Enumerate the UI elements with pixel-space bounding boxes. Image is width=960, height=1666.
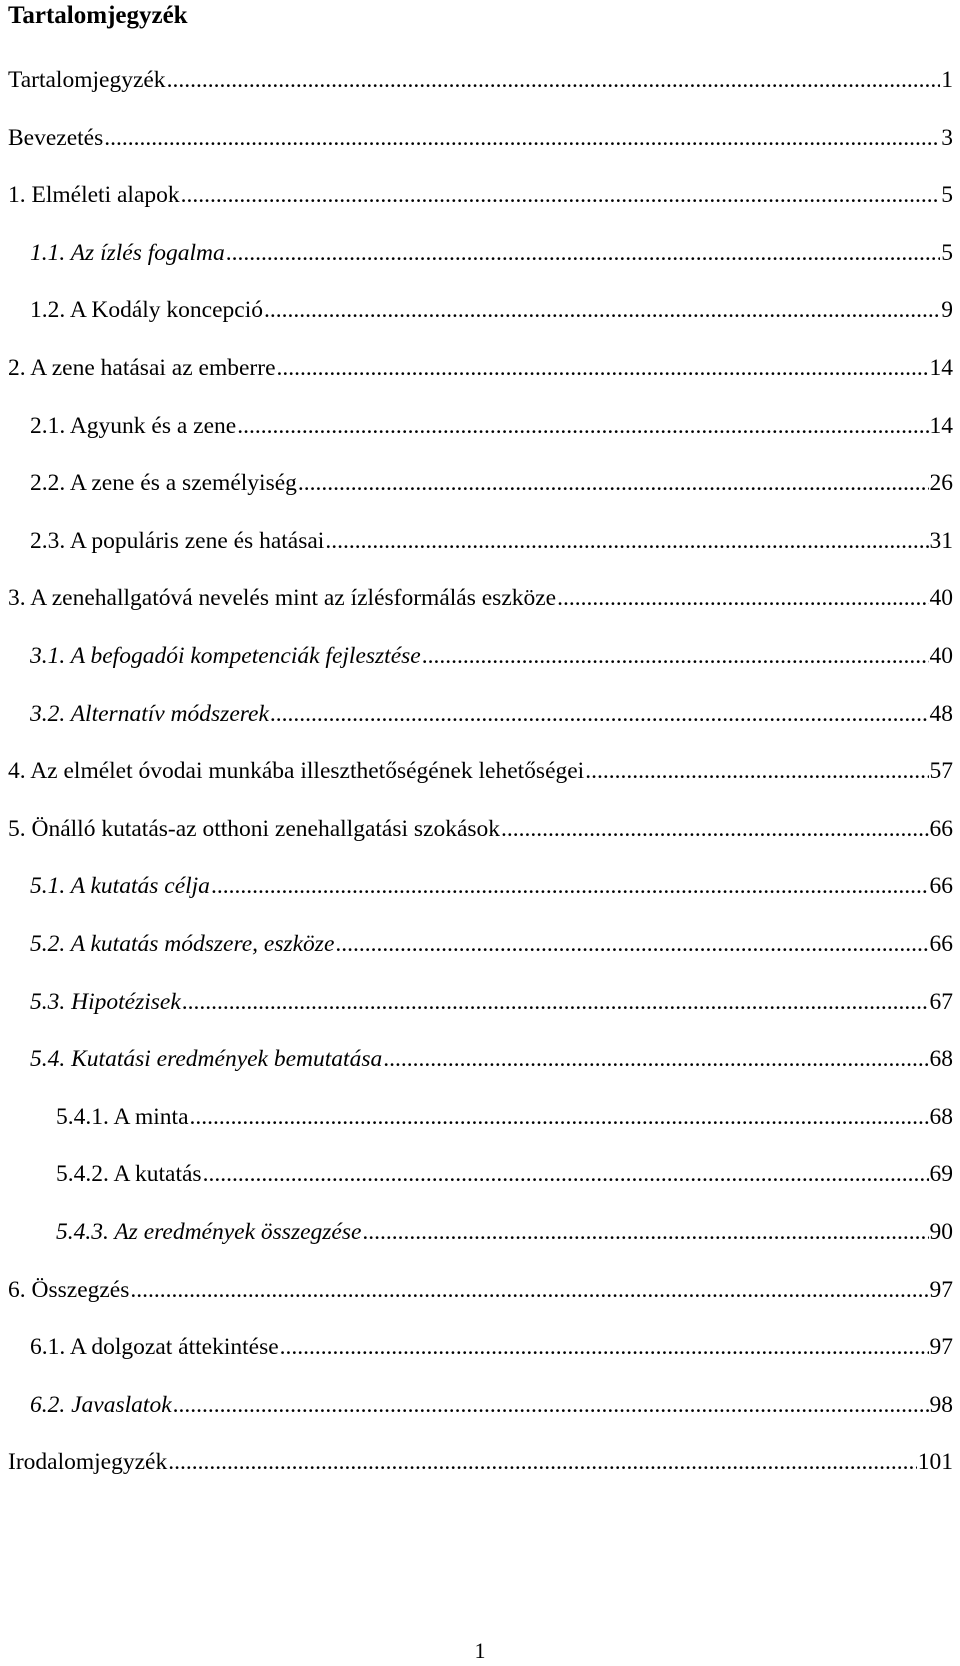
toc-entry-title: Bevezetés [8,124,104,151]
dot-leader [335,930,928,958]
dot-leader [362,1218,928,1246]
dot-leader [173,1391,929,1419]
toc-entry-page: 3 [941,124,953,151]
toc-entry-title: 2.1. Agyunk és a zene [30,412,237,439]
toc-entry-page: 40 [929,643,953,669]
dot-leader [226,239,940,267]
toc-entry-page: 68 [929,1103,953,1130]
toc-entry-title: 1. Elméleti alapok [8,182,180,209]
toc-entry-page: 66 [929,815,953,842]
toc-entry-title: 3.1. A befogadói kompetenciák fejlesztése [30,643,421,669]
toc-entry-page: 101 [917,1449,953,1476]
toc-entry-title: 6. Összegzés [8,1276,130,1303]
toc-entry[interactable] [56,1103,953,1131]
toc-entry-title: 2. A zene hatásai az emberre [8,355,276,381]
toc-entry-title: 3. A zenehallgatóvá nevelés mint az ízlésformálás eszköze [8,585,557,612]
toc-entry-page: 1 [941,67,953,93]
toc-entry[interactable] [30,700,953,728]
toc-entry[interactable] [8,181,953,209]
dot-leader [585,757,928,785]
dot-leader [501,815,928,843]
toc-entry[interactable] [30,469,953,497]
toc-entry-title: 5.4.2. A kutatás [56,1161,202,1188]
toc-entry[interactable] [56,1160,953,1188]
toc-entry-page: 97 [929,1334,953,1361]
dot-leader [181,181,941,209]
toc-entry-page: 69 [929,1161,953,1188]
toc-entry[interactable] [8,815,953,843]
toc-entry[interactable] [8,1448,953,1476]
toc-entry[interactable] [56,1218,953,1246]
toc-entry-page: 66 [929,873,953,900]
toc-entry[interactable] [30,412,953,440]
toc-entry-title: 5.4.3. Az eredmények összegzése [56,1219,362,1245]
toc-entry[interactable] [30,1333,953,1361]
toc-entry[interactable] [8,1276,953,1304]
dot-leader [383,1045,928,1073]
toc-entry-title: Tartalomjegyzék [8,67,166,93]
dot-leader [237,412,928,440]
toc-entry[interactable] [30,642,953,670]
toc-entry-page: 98 [929,1391,953,1418]
toc-entry-title: Irodalomjegyzék [8,1449,168,1476]
toc-entry[interactable] [30,1391,953,1419]
document-heading: Tartalomjegyzék [8,2,188,29]
toc-entry[interactable] [30,988,953,1016]
dot-leader [270,700,929,728]
dot-leader [557,584,928,612]
toc-entry[interactable] [8,124,953,152]
toc-entry-page: 68 [929,1046,953,1073]
page-number: 1 [474,1638,486,1663]
dot-leader [277,354,929,382]
toc-entry-title: 5.1. A kutatás célja [30,873,210,900]
dot-leader [168,1448,917,1476]
dot-leader [325,527,928,555]
dot-leader [130,1276,928,1304]
toc-entry[interactable] [8,757,953,785]
toc-entry[interactable] [30,296,953,324]
toc-entry-title: 5.2. A kutatás módszere, eszköze [30,931,335,957]
toc-entry-page: 14 [929,355,953,381]
dot-leader [211,872,929,900]
toc-entry-page: 5 [941,182,953,209]
dot-leader [190,1103,929,1131]
toc-entry-title: 1.2. A Kodály koncepció [30,297,264,324]
dot-leader [104,124,940,152]
toc-entry-title: 5.4.1. A minta [56,1103,189,1130]
toc-entry[interactable] [30,1045,953,1073]
toc-entry-page: 14 [929,412,953,439]
toc-entry-title: 4. Az elmélet óvodai munkába illeszthetőségének lehetőségei [8,758,585,785]
toc-entry[interactable] [8,584,953,612]
toc-entry-page: 26 [929,470,953,497]
toc-entry-title: 1.1. Az ízlés fogalma [30,239,225,266]
dot-leader [182,988,929,1016]
toc-entry-title: 5. Önálló kutatás-az otthoni zenehallgatási szokások [8,815,501,842]
toc-entry-page: 40 [929,585,953,612]
toc-entry-title: 2.3. A populáris zene és hatásai [30,527,325,554]
toc-entry[interactable] [30,930,953,958]
toc-entry-title: 5.3. Hipotézisek [30,988,181,1015]
toc-entry[interactable] [8,354,953,382]
toc-entry[interactable] [8,66,953,94]
toc-entry-page: 66 [929,931,953,957]
toc-entry-page: 67 [929,988,953,1015]
toc-entry-page: 9 [941,297,953,324]
toc-entry-page: 5 [941,239,953,266]
toc-entry-title: 6.1. A dolgozat áttekintése [30,1334,279,1361]
dot-leader [167,66,941,94]
toc-entry-title: 3.2. Alternatív módszerek [30,700,269,727]
toc-entry-page: 48 [929,700,953,727]
toc-entry-page: 57 [929,758,953,785]
toc-entry-page: 97 [929,1276,953,1303]
dot-leader [422,642,929,670]
toc-entry[interactable] [30,527,953,555]
toc-entry-page: 31 [929,527,953,554]
toc-entry[interactable] [30,872,953,900]
dot-leader [298,469,929,497]
dot-leader [280,1333,929,1361]
toc-entry-page: 90 [929,1219,953,1245]
dot-leader [203,1160,929,1188]
toc-entry-title: 2.2. A zene és a személyiség [30,470,297,497]
toc-entry-title: 6.2. Javaslatok [30,1391,172,1418]
toc-entry[interactable] [30,239,953,267]
dot-leader [264,296,940,324]
toc-entry-title: 5.4. Kutatási eredmények bemutatása [30,1046,383,1073]
